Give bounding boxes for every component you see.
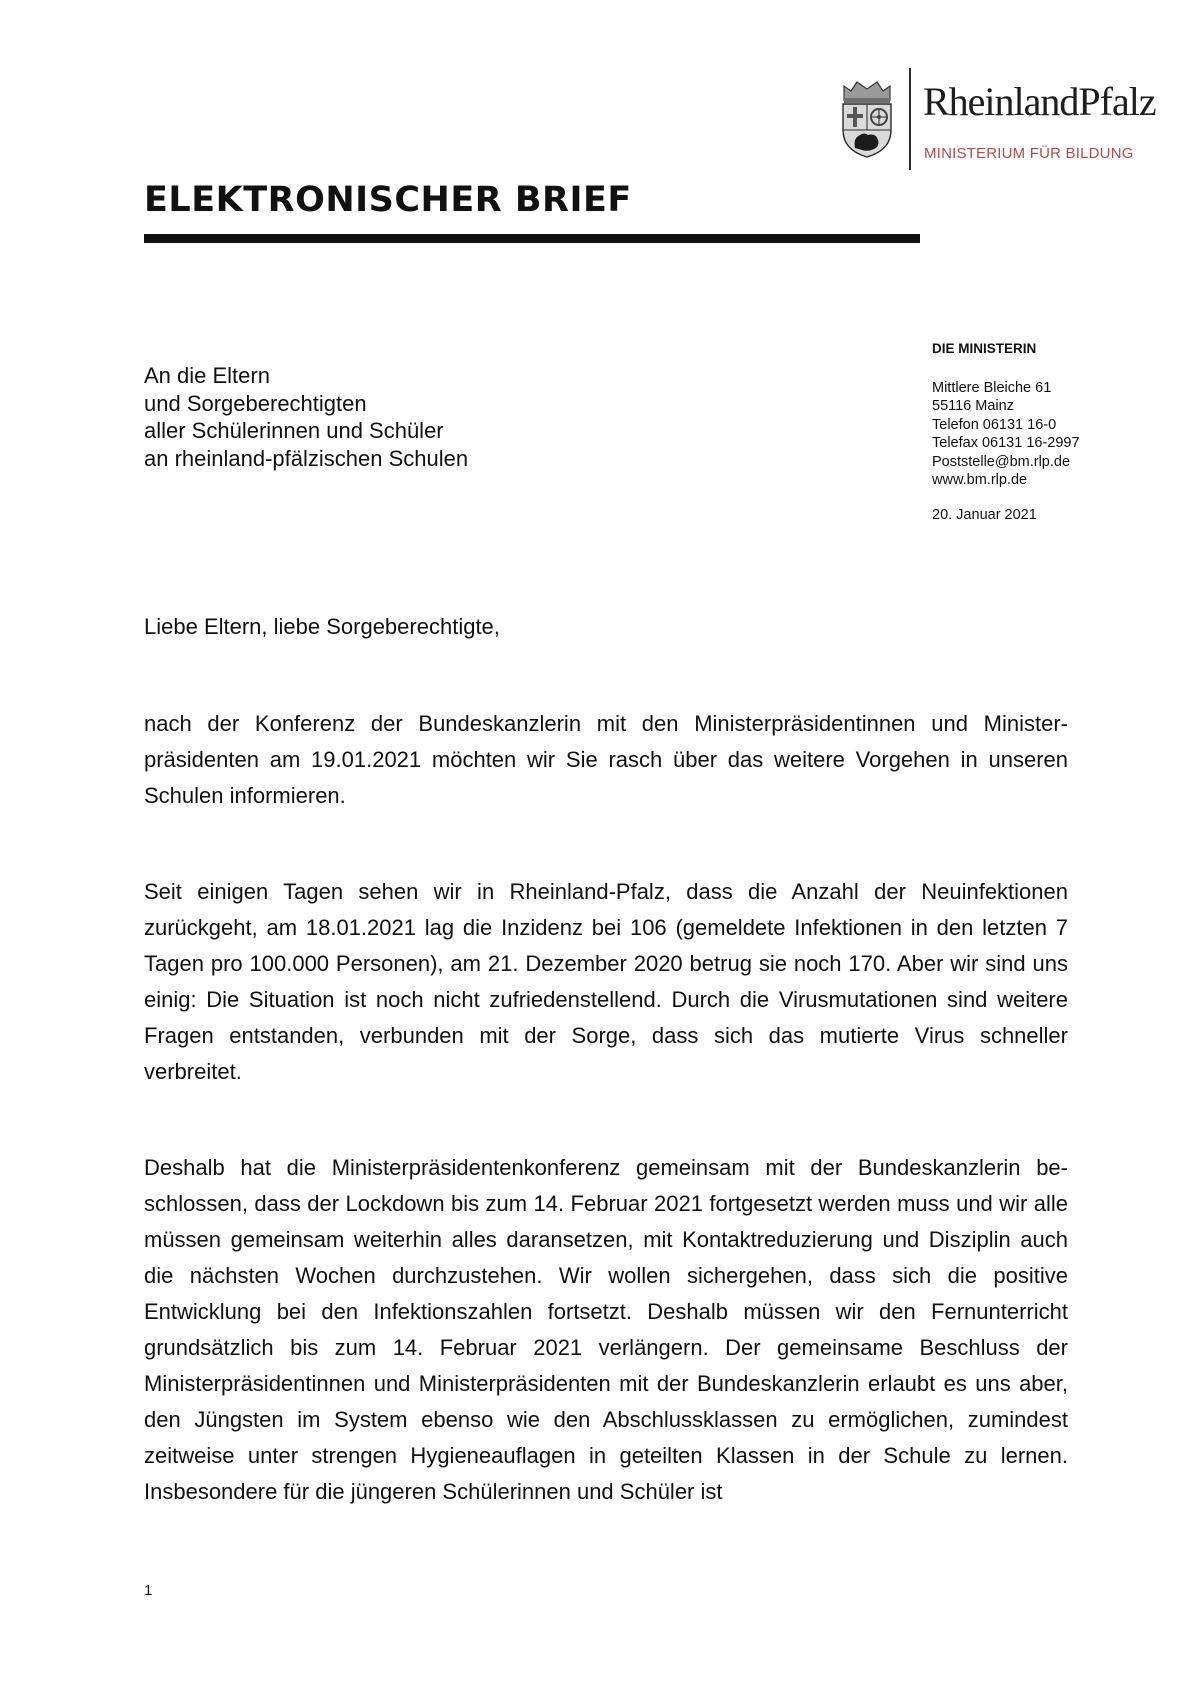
- sender-title: DIE MINISTERIN: [932, 341, 1037, 356]
- sender-phone: Telefon 06131 16-0: [932, 416, 1057, 433]
- rlp-logo: [838, 68, 1158, 172]
- page-number: 1: [144, 1582, 153, 1599]
- sender-fax: Telefax 06131 16-2997: [932, 435, 1080, 451]
- body-paragraph: nach der Konferenz der Bundeskanzlerin mit den Ministerpräsidentinnen und Ministerpräsidenten am 19.01.2021 möchten wir Sie rasch über das weitere Vorgehen in unseren Schulen informieren.: [144, 711, 1068, 808]
- document-heading: ELEKTRONISCHER BRIEF: [144, 180, 632, 220]
- logo-brand: RheinlandPfalz: [923, 79, 1156, 124]
- body-paragraph: Seit einigen Tagen sehen wir in Rheinland-Pfalz, dass die Anzahl der Neuinfektionen zurückgeht, am 18.01.2021 lag die Inzidenz bei 106 (gemeldete Infektionen in den letzten 7 Tagen pro 100.000 Personen), am 21. Dezember 2020 betrug sie noch 170. Aber wir sind uns einig: Die Situation ist noch nicht zufriedenstellend. Durch die Virusmutationen sind weitere Fragen entstanden, verbunden mit der Sorge, dass sich das mutierte Virus schneller verbreitet.: [144, 879, 1068, 1084]
- letter-date: 20. Januar 2021: [932, 506, 1037, 523]
- sender-website: www.bm.rlp.de: [932, 472, 1028, 488]
- heading-rule: [144, 234, 920, 243]
- coat-of-arms-icon: [838, 78, 896, 158]
- salutation: Liebe Eltern, liebe Sorgeberechtigte,: [144, 614, 500, 639]
- sender-city: 55116 Mainz: [932, 398, 1014, 414]
- body-paragraph: Deshalb hat die Ministerpräsidentenkonferenz gemeinsam mit der Bundeskanzlerin beschlossen, dass der Lockdown bis zum 14. Februar 2021 fortgesetzt werden muss und wir alle müssen gemeinsam weiterhin alles daransetzen, mit Kontaktreduzierung und Disziplin auch die nächsten Wochen durchzustehen. Wir wollen sichergehen, dass sich die positive Entwicklung bei den Infektionszahlen fortsetzt. Deshalb müssen wir den Fernunterricht grundsätzlich bis zum 14. Februar 2021 verlängern. Der gemeinsame Beschluss der Ministerpräsidentinnen und Ministerpräsidenten mit der Bundeskanzlerin erlaubt es uns aber, den Jüngsten im System ebenso wie den Abschlussklassen zu ermöglichen, zumindest zeitweise unter strengen Hygieneauflagen in geteilten Klassen in der Schule zu lernen. Insbesondere für die jüngeren Schülerinnen und Schüler ist: [144, 1155, 1068, 1504]
- recipient-line: An die Eltern: [144, 363, 270, 388]
- sender-email: Poststelle@bm.rlp.de: [932, 453, 1071, 470]
- recipient-line: und Sorgeberechtigten: [144, 390, 367, 416]
- recipient-line: an rheinland-pfälzischen Schulen: [144, 445, 469, 471]
- logo-ministry: MINISTERIUM FÜR BILDUNG: [924, 145, 1134, 162]
- recipient-line: aller Schülerinnen und Schüler: [144, 418, 444, 443]
- logo-divider: [909, 68, 911, 170]
- sender-block: [932, 340, 1080, 524]
- sender-street: Mittlere Bleiche 61: [932, 379, 1052, 396]
- recipient-address: [144, 362, 468, 472]
